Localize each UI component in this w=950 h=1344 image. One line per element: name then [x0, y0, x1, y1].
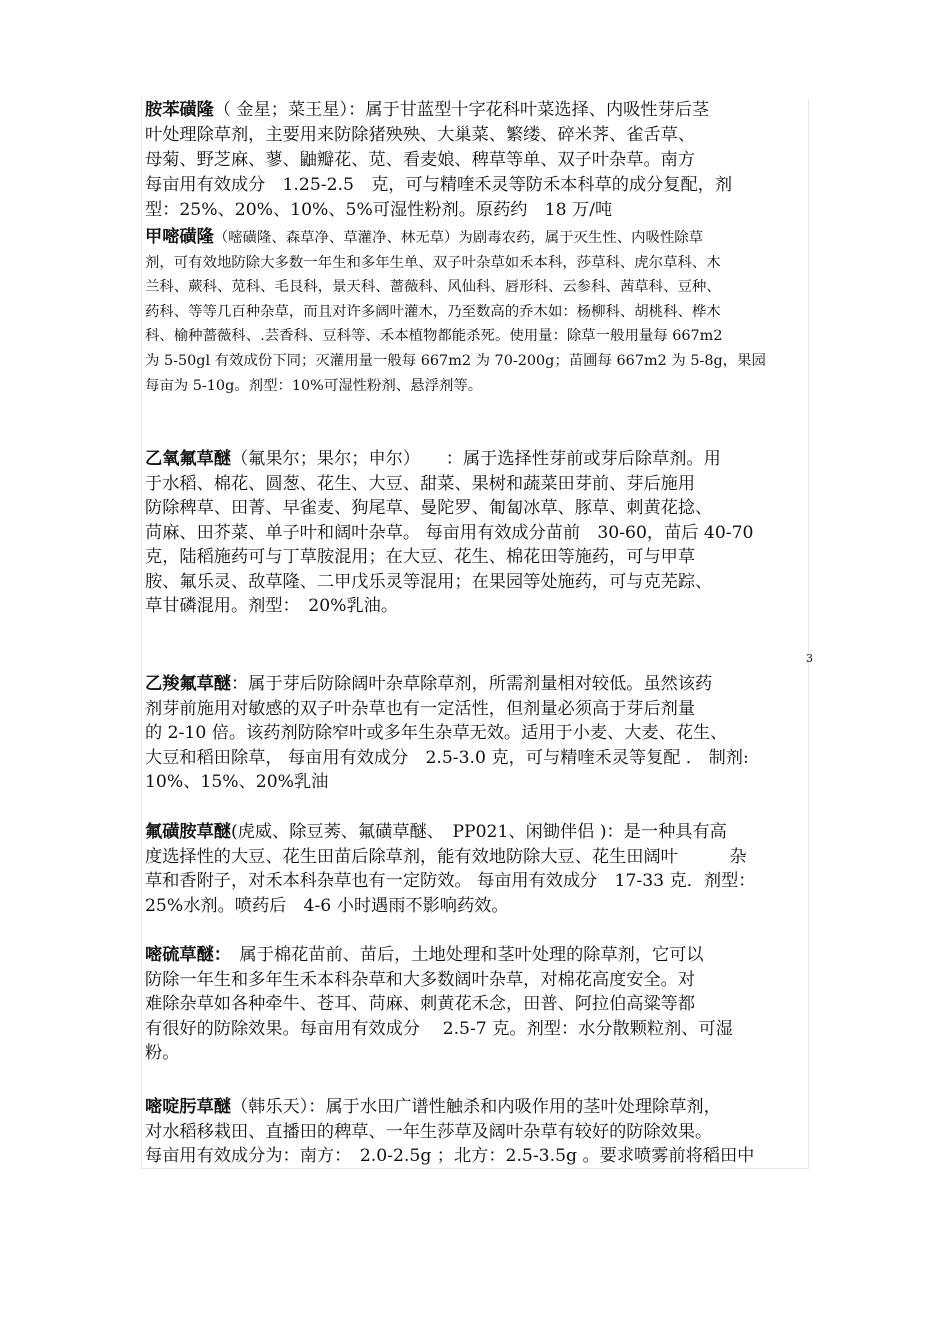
section-pyrithiobac: [145, 943, 733, 1066]
section-line: 嘧硫草醚： 属于棉花苗前、苗后，土地处理和茎叶处理的除草剂，它可以: [145, 945, 704, 965]
section-line: 型：25%、20%、10%、5%可湿性粉剂。原药约 18 万/吨: [145, 200, 613, 220]
section-line: 25%水剂。喷药后 4-6 小时遇雨不影响药效。: [145, 895, 509, 916]
section-line: 剂，可有效地防除大多数一年生和多年生单、双子叶杂草如禾本科，莎草科、虎尔草科、木: [145, 254, 721, 271]
section-title: 嘧啶肟草醚: [145, 1097, 231, 1117]
section-line: 为 5-50gl 有效成份下同；灭灌用量一般每 667m2 为 70-200g；苗圃每 667m2 为 5-8g，果园: [145, 352, 766, 369]
section-line: 对水稻移栽田、直播田的稗草、一年生莎草及阔叶杂草有较好的防除效果。: [145, 1121, 713, 1142]
section-line: 草和香附子，对禾本科杂草也有一定防效。 每亩用有效成分 17-33 克．剂型：: [145, 871, 756, 891]
section-line: 胺苯磺隆（ 金星；菜王星）：属于甘蓝型十字花科叶菜选择、内吸性芽后茎: [145, 100, 710, 120]
section-line: 氟磺胺草醚(虎威、除豆莠、氟磺草醚、 PP021、闲锄伴侣 )：是一种具有高: [145, 822, 727, 842]
section-line: 兰科、蕨科、苋科、毛艮科，景天科、蔷薇科、风仙科、唇形科、云参科、茜草科、豆种、: [145, 279, 721, 296]
section-line: 难除杂草如各种牵牛、苍耳、苘麻、刺黄花禾念，田普、阿拉伯高粱等都: [145, 994, 696, 1014]
section-line: 10%、15%、20%乳油: [145, 772, 329, 792]
section-line: 有很好的防除效果。每亩用有效成分 2.5-7 克。剂型：水分散颗粒剂、可湿: [145, 1018, 733, 1039]
section-pyribenzoxim: [145, 1095, 754, 1169]
section-line: 苘麻、田芥菜、单子叶和阔叶杂草。 每亩用有效成分苗前 30-60，苗后 40-70: [145, 522, 754, 543]
section-line: 科、榆种蔷薇科、.芸香科、豆科等、禾本植物都能杀死。使用量：除草一般用量每 667m2: [145, 328, 723, 345]
section-line: 嘧啶肟草醚（韩乐天）：属于水田广谱性触杀和内吸作用的茎叶处理除草剂，: [145, 1097, 721, 1117]
section-line: 每亩用有效成分 1.25-2.5 克，可与精喹禾灵等防禾本科草的成分复配，剂: [145, 175, 733, 195]
section-title: 氟磺胺草醚: [145, 822, 231, 842]
section-line: 的 2-10 倍。该药剂防除窄叶或多年生杂草无效。适用于小麦、大麦、花生、: [145, 723, 728, 743]
section-line: 母菊、野芝麻、蓼、鼬瓣花、苋、看麦娘、稗草等单、双子叶杂草。南方: [145, 150, 696, 170]
page-number: 3: [806, 652, 813, 665]
section-line: 乙羧氟草醚：属于芽后防除阔叶杂草除草剂，所需剂量相对较低。虽然该药: [145, 674, 713, 694]
section-line: 剂芽前施用对敏感的双子叶杂草也有一定活性，但剂量必须高于芽后剂量: [145, 698, 696, 719]
section-title: 嘧硫草醚：: [145, 945, 223, 965]
section-line: 度选择性的大豆、花生田苗后除草剂，能有效地防除大豆、花生田阔叶 杂: [145, 846, 747, 867]
section-line: 草甘磷混用。剂型： 20%乳油。: [145, 596, 399, 616]
section-line: 叶处理除草剂，主要用来防除猪殃殃、大巢菜、繁缕、碎米荠、雀舌草、: [145, 125, 696, 145]
section-line: 甲嘧磺隆（嘧磺隆、森草净、草灌净、林无草）为剧毒农药，属于灭生性、内吸性除草: [145, 227, 704, 247]
section-line: 于水稻、棉花、圆葱、花生、大豆、甜菜、果树和蔬菜田芽前、芽后施用: [145, 473, 696, 494]
section-line: 大豆和稻田除草， 每亩用有效成分 2.5-3.0 克，可与精喹禾灵等复配 ． 制剂:: [145, 747, 749, 768]
section-oxyfluorfen: [145, 447, 753, 619]
section-title: 胺苯磺隆: [145, 100, 214, 120]
section-line: 每亩用有效成分为：南方： 2.0-2.5g ；北方：2.5-3.5g 。要求喷雾前将稻田中: [145, 1146, 755, 1166]
section-line: 防除稗草、田菁、早雀麦、狗尾草、曼陀罗、匍匐冰草、豚草、刺黄花捻、: [145, 498, 713, 518]
section-fluoroglycofen: [145, 672, 749, 795]
section-line: 每亩为 5-10g。剂型：10%可湿性粉剂、悬浮剂等。: [145, 377, 483, 394]
section-line: 防除一年生和多年生禾本科杂草和大多数阔叶杂草，对棉花高度安全。对: [145, 969, 696, 990]
section-fomesafen: [145, 820, 755, 918]
section-line: 胺、氟乐灵、敌草隆、二甲戊乐灵等混用；在果园等处施药，可与克芜踪、: [145, 571, 713, 592]
section-aminosulfuron: [145, 98, 732, 223]
section-title: 乙羧氟草醚: [145, 674, 231, 694]
section-line: 粉。: [145, 1043, 180, 1063]
section-title: 甲嘧磺隆: [145, 227, 214, 247]
section-title: 乙氧氟草醚: [145, 449, 231, 469]
section-sulfometuron: [145, 225, 766, 398]
section-line: 乙氧氟草醚（氟果尔；果尔；申尔） ：属于选择性芽前或芽后除草剂。用: [145, 449, 721, 469]
section-line: 药科、等等几百种杂草，而且对许多阔叶灌木，乃至数高的乔木如：杨柳科、胡桃科、桦木: [145, 303, 721, 320]
section-line: 克，陆稻施药可与丁草胺混用；在大豆、花生、棉花田等施药，可与甲草: [145, 547, 696, 567]
